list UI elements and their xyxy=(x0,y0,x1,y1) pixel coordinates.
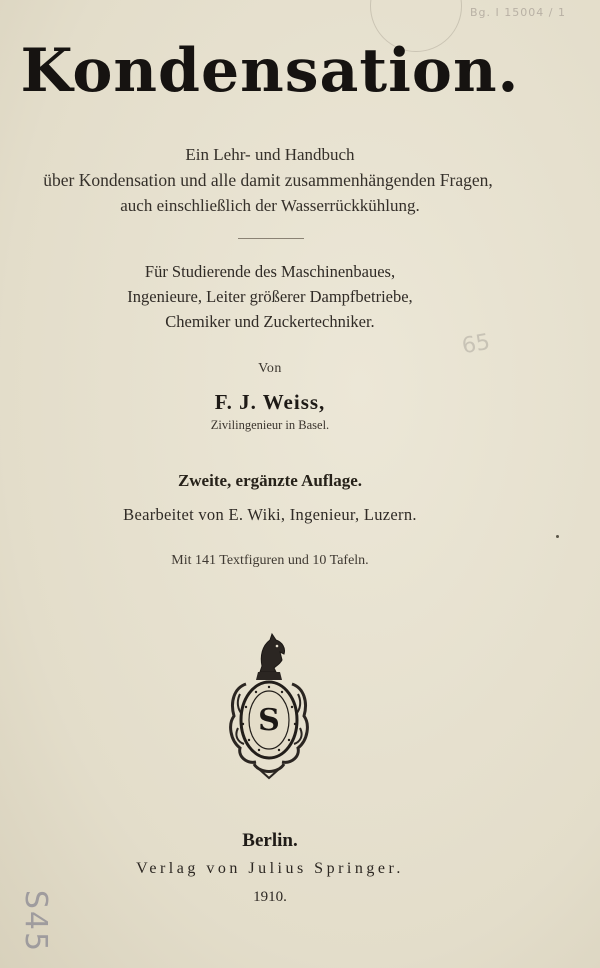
subtitle-line-2: über Kondensation und alle damit zusammenhängenden Fragen, xyxy=(43,170,493,190)
subtitle-line-1: Ein Lehr- und Handbuch xyxy=(185,145,355,164)
springer-horse-emblem-icon xyxy=(224,632,314,782)
edition-note: Zweite, ergänzte Auflage. xyxy=(177,471,363,490)
publisher-name: Verlag von Julius Springer. xyxy=(136,860,404,877)
pencil-shelf-mark: S45 xyxy=(18,889,54,954)
audience-line-1: Für Studierende des Maschinenbaues, xyxy=(144,262,396,281)
paper-speck xyxy=(556,535,559,538)
editor-note: Bearbeitet von E. Wiki, Ingenieur, Luzern. xyxy=(123,505,417,524)
figures-note: Mit 141 Textfiguren und 10 Tafeln. xyxy=(171,553,369,568)
pencil-margin-number: 65 xyxy=(460,329,492,360)
by-label: Von xyxy=(258,361,282,376)
author-affiliation: Zivilingenieur in Basel. xyxy=(210,418,330,432)
audience-line-2: Ingenieure, Leiter größerer Dampfbetriebe, xyxy=(127,287,413,306)
book-title: Kondensation. xyxy=(20,36,520,106)
svg-text:S: S xyxy=(258,703,280,738)
audience-line-3: Chemiker und Zuckertechniker. xyxy=(165,312,375,331)
library-stamp-text: Bg. I 15004 / 1 xyxy=(470,6,566,19)
author-name: F. J. Weiss, xyxy=(214,390,326,414)
publication-year: 1910. xyxy=(253,889,287,905)
subtitle-line-3: auch einschließlich der Wasserrückkühlung. xyxy=(120,196,420,215)
publication-place: Berlin. xyxy=(242,830,298,851)
divider xyxy=(238,238,304,239)
